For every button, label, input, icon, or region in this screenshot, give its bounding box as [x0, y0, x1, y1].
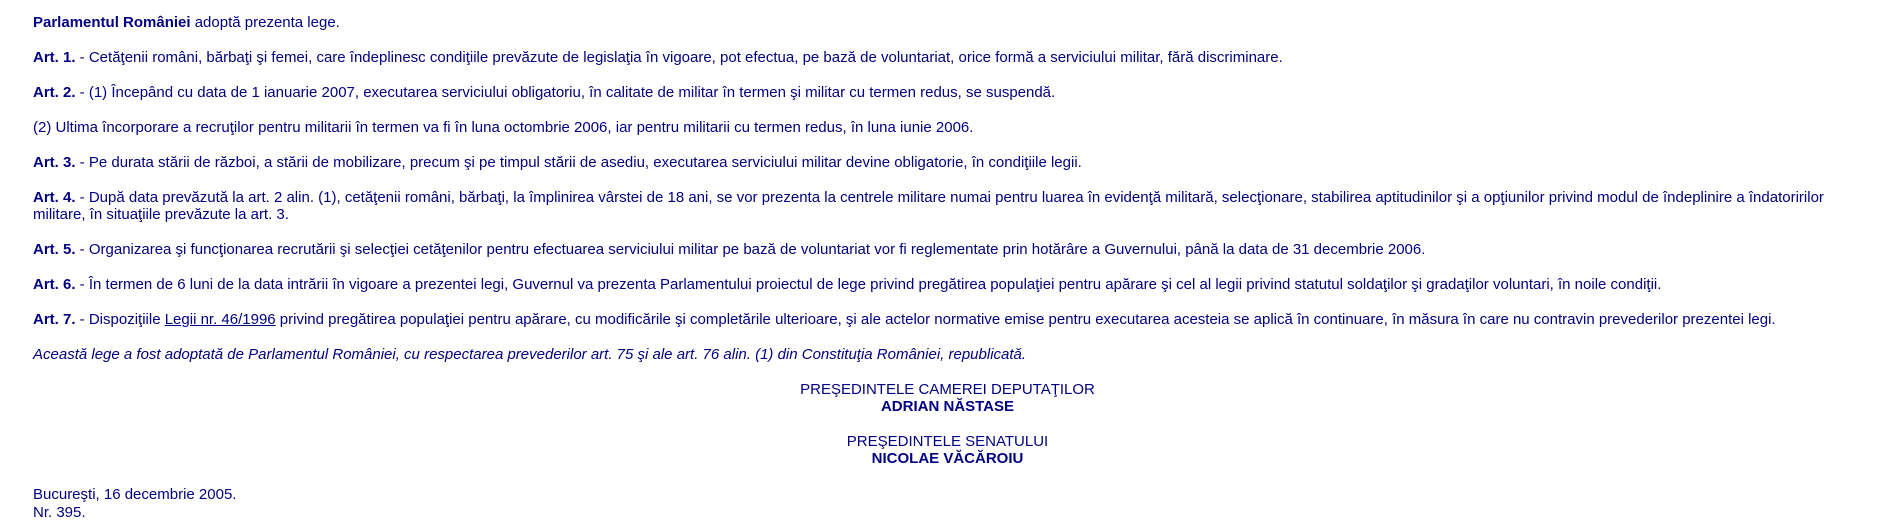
- intro-text: adoptă prezenta lege.: [190, 14, 340, 31]
- signature-name: ADRIAN NĂSTASE: [880, 398, 1015, 415]
- article-6: [33, 276, 1895, 293]
- intro-bold: Parlamentul României: [33, 14, 191, 31]
- signature-title: PREŞEDINTELE SENATULUI: [846, 433, 1049, 450]
- article-5: [33, 241, 1895, 258]
- adoption-note: Această lege a fost adoptată de Parlamentul României, cu respectarea prevederilor art. 75 şi ale art. 76 alin. (1) din Constituţia României, republicată.: [33, 346, 1027, 363]
- article-label: Art. 3.: [33, 154, 76, 171]
- article-2-paragraph-2: [33, 119, 1895, 136]
- article-4: [33, 189, 1875, 223]
- document-footer: [33, 486, 1895, 522]
- article-text: - În termen de 6 luni de la data intrării în vigoare a prezentei legi, Guvernul va prezenta Parlamentului proiectul de lege privind pregătirea populaţiei pentru apărare şi cel al legii privind statutul soldaţilor şi gradaţilor voluntari, în noile condiţii.: [75, 276, 1662, 293]
- intro-paragraph: [33, 14, 1895, 31]
- article-label: Art. 2.: [33, 84, 76, 101]
- article-label: Art. 7.: [33, 311, 76, 328]
- article-text-before: - Dispoziţiile: [75, 311, 165, 328]
- article-text: - Organizarea şi funcţionarea recrutării şi selecţiei cetăţenilor pentru efectuarea serviciului militar pe bază de voluntariat vor fi reglementate prin hotărâre a Guvernului, până la data de 31 decembrie 2006.: [75, 241, 1426, 258]
- article-text-after: privind pregătirea populaţiei pentru apărare, cu modificările şi completările ulterioare, şi ale actelor normative emise pentru executarea acesteia se aplică în continuare, în măsura în care nu contravin prevederilor prezentei legi.: [275, 311, 1776, 328]
- signature-chamber-of-deputies: [33, 381, 1895, 415]
- place-date: Bucureşti, 16 decembrie 2005.: [33, 486, 237, 503]
- article-7: [33, 311, 1895, 328]
- signature-senate: [33, 433, 1895, 467]
- article-label: Art. 1.: [33, 49, 76, 66]
- article-label: Art. 5.: [33, 241, 76, 258]
- article-text: - După data prevăzută la art. 2 alin. (1), cetăţenii români, bărbaţi, la împlinirea vârstei de 18 ani, se vor prezenta la centrele militare numai pentru luarea în evidenţă militară, selecţionare, stabilirea aptitudinilor şi a opţiunilor privind modul de îndeplinire a îndatoririlor militare, în situaţiile prevăzute la art. 3.: [33, 189, 1824, 223]
- article-label: Art. 6.: [33, 276, 76, 293]
- article-text: (2) Ultima încorporare a recruţilor pentru militarii în termen va fi în luna octombrie 2006, iar pentru militarii cu termen redus, în luna iunie 2006.: [33, 119, 974, 136]
- signature-title: PREŞEDINTELE CAMEREI DEPUTAŢILOR: [800, 381, 1095, 398]
- article-3: [33, 154, 1895, 171]
- document-number: Nr. 395.: [33, 504, 86, 521]
- article-label: Art. 4.: [33, 189, 76, 206]
- article-1: [33, 49, 1895, 66]
- article-text: - Cetăţenii români, bărbaţi şi femei, care îndeplinesc condiţiile prevăzute de legislaţia în vigoare, pot efectua, pe bază de voluntariat, orice formă a serviciului militar, fără discriminare.: [75, 49, 1283, 66]
- law-46-1996-link[interactable]: Legii nr. 46/1996: [164, 311, 276, 328]
- article-text: - Pe durata stării de război, a stării de mobilizare, precum şi pe timpul stării de asediu, executarea serviciului militar devine obligatorie, în condiţiile legii.: [75, 154, 1082, 171]
- article-2: [33, 84, 1895, 101]
- signature-name: NICOLAE VĂCĂROIU: [871, 450, 1024, 467]
- article-text: - (1) Începând cu data de 1 ianuarie 2007, executarea serviciului obligatoriu, în calitate de militar în termen şi militar cu termen redus, se suspendă.: [75, 84, 1056, 101]
